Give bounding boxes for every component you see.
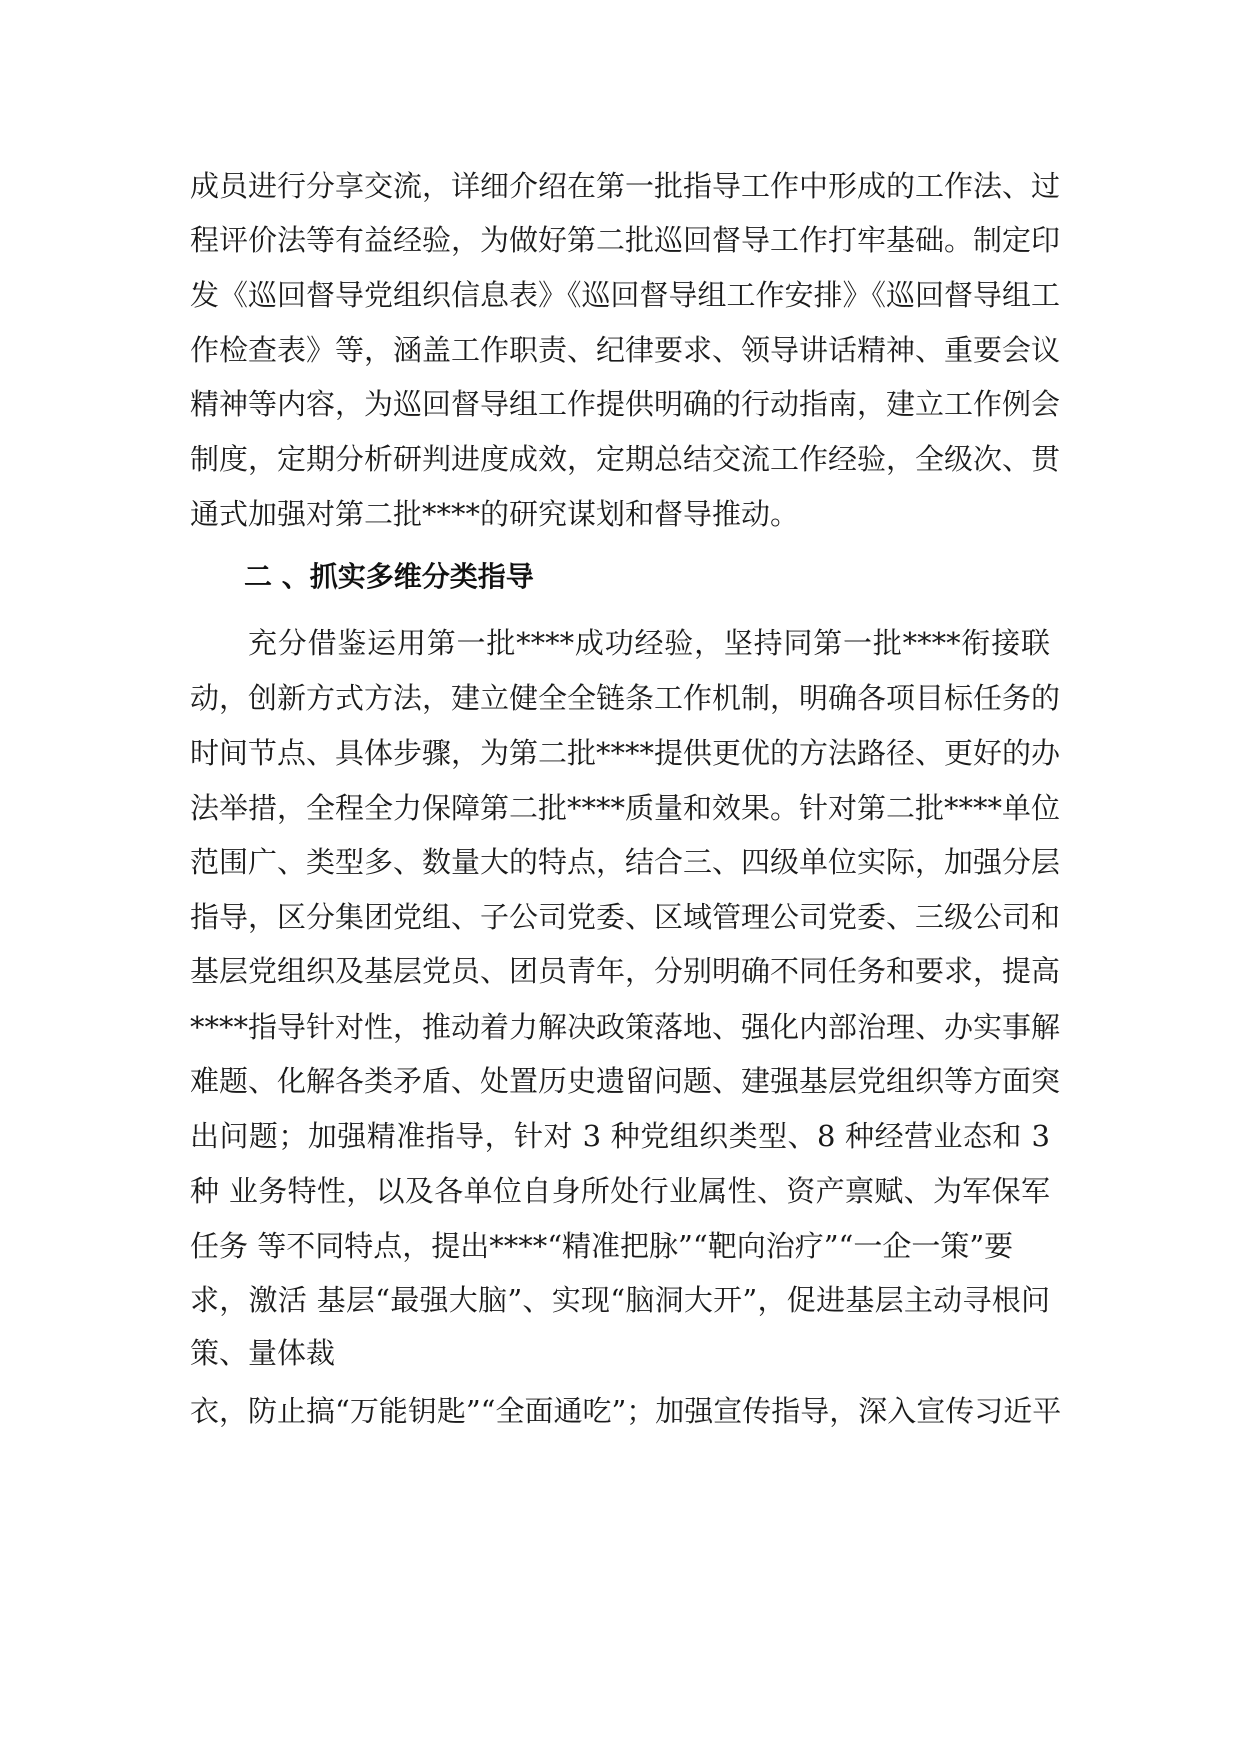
paragraph-line: 基层党组织及基层党员、团员青年，分别明确不同任务和要求，提高 bbox=[190, 954, 1061, 988]
paragraph-line: 作检查表》等，涵盖工作职责、纪律要求、领导讲话精神、重要会议 bbox=[190, 333, 1061, 367]
paragraph-line: 通式加强对第二批****的研究谋划和督导推动。 bbox=[190, 497, 800, 531]
paragraph-line: 种 业务特性，以及各单位自身所处行业属性、资产禀赋、为军保军 bbox=[190, 1174, 1050, 1208]
section-heading: 二 、抓实多维分类指导 bbox=[244, 560, 534, 593]
paragraph-line: 指导，区分集团党组、子公司党委、区域管理公司党委、三级公司和 bbox=[190, 900, 1061, 934]
paragraph-line: 动，创新方式方法，建立健全全链条工作机制，明确各项目标任务的 bbox=[190, 681, 1061, 715]
paragraph-line: 程评价法等有益经验，为做好第二批巡回督导工作打牢基础。制定印 bbox=[190, 223, 1061, 257]
paragraph-line: ****指导针对性，推动着力解决政策落地、强化内部治理、办实事解 bbox=[190, 1010, 1061, 1044]
paragraph-line: 策、量体裁 bbox=[190, 1336, 336, 1370]
paragraph-line: 时间节点、具体步骤，为第二批****提供更优的方法路径、更好的办 bbox=[190, 736, 1061, 770]
paragraph-line: 衣，防止搞“万能钥匙”“全面通吃”；加强宣传指导，深入宣传习近平 bbox=[190, 1394, 1062, 1428]
paragraph-line: 精神等内容，为巡回督导组工作提供明确的行动指南，建立工作例会 bbox=[190, 387, 1061, 421]
paragraph-line: 制度，定期分析研判进度成效，定期总结交流工作经验，全级次、贯 bbox=[190, 442, 1061, 476]
paragraph-line: 充分借鉴运用第一批****成功经验，坚持同第一批****衔接联 bbox=[248, 626, 1050, 660]
paragraph-line: 发《巡回督导党组织信息表》《巡回督导组工作安排》《巡回督导组工 bbox=[190, 278, 1061, 312]
paragraph-line: 任务 等不同特点，提出****“精准把脉”“靶向治疗”“一企一策”要 bbox=[190, 1229, 1014, 1263]
paragraph-line: 难题、化解各类矛盾、处置历史遗留问题、建强基层党组织等方面突 bbox=[190, 1064, 1061, 1098]
paragraph-line: 求，激活 基层“最强大脑”、实现“脑洞大开”，促进基层主动寻根问 bbox=[190, 1283, 1050, 1317]
paragraph-line: 范围广、类型多、数量大的特点，结合三、四级单位实际，加强分层 bbox=[190, 845, 1061, 879]
paragraph-line: 成员进行分享交流，详细介绍在第一批指导工作中形成的工作法、过 bbox=[190, 169, 1061, 203]
paragraph-line: 法举措，全程全力保障第二批****质量和效果。针对第二批****单位 bbox=[190, 791, 1061, 825]
paragraph-line: 出问题；加强精准指导，针对 3 种党组织类型、8 种经营业态和 3 bbox=[190, 1119, 1050, 1153]
